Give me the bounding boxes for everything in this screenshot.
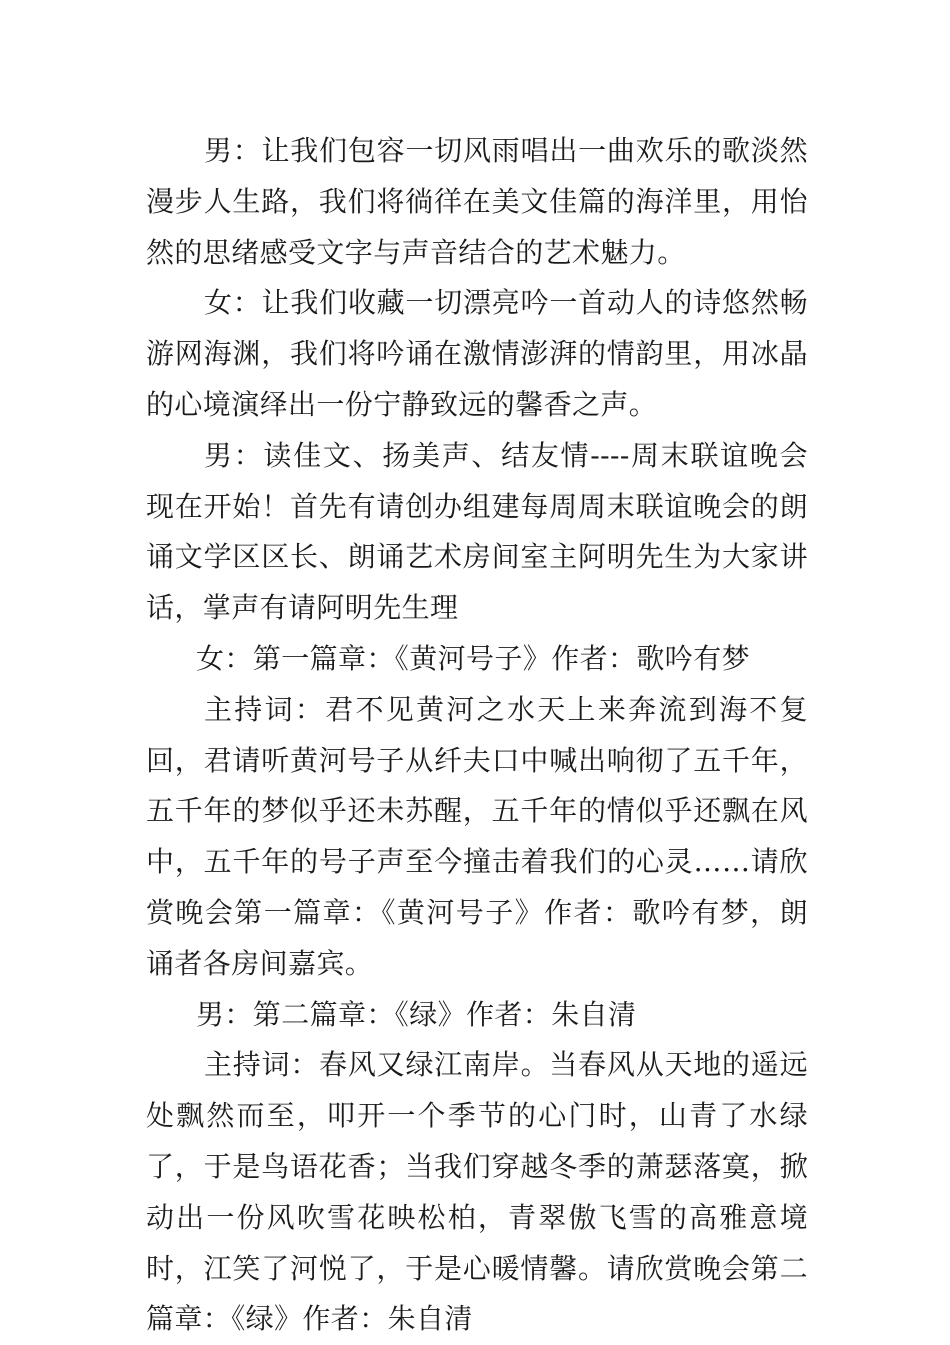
paragraph-female-opening: 女：让我们收藏一切漂亮吟一首动人的诗悠然畅游网海渊，我们将吟诵在激情澎湃的情韵里，用冰晶的心境演绎出一份宁静致远的馨香之声。: [146, 286, 808, 421]
paragraph-chapter-one-title: 女：第一篇章：《黄河号子》作者：歌吟有梦: [196, 641, 751, 675]
document-body: [146, 126, 808, 1345]
paragraph-male-announcement: 男：读佳文、扬美声、结友情----周末联谊晚会现在开始！首先有请创办组建每周周末联谊晚会的朗诵文学区区长、朗诵艺术房间室主阿明先生为大家讲话，掌声有请阿明先生理: [146, 438, 808, 625]
paragraph-chapter-two-title: 男：第二篇章：《绿》作者：朱自清: [196, 997, 637, 1031]
paragraph-chapter-one-host-words: 主持词：君不见黄河之水天上来奔流到海不复回，君请听黄河号子从纤夫口中喊出响彻了五千年，五千年的梦似乎还未苏醒，五千年的情似乎还飘在风中，五千年的号子声至今撞击着我们的心灵……请欣赏晚会第一篇章：《黄河号子》作者：歌吟有梦，朗诵者各房间嘉宾。: [146, 692, 808, 980]
paragraph-chapter-two-host-words: 主持词：春风又绿江南岸。当春风从天地的遥远处飘然而至，叩开一个季节的心门时，山青了水绿了，于是鸟语花香；当我们穿越冬季的萧瑟落寞，掀动出一份风吹雪花映松柏，青翠傲飞雪的高雅意境时，江笑了河悦了，于是心暖情馨。请欣赏晚会第二篇章：《绿》作者：朱自清: [146, 1048, 808, 1336]
paragraph-male-opening: 男：让我们包容一切风雨唱出一曲欢乐的歌淡然漫步人生路，我们将徜徉在美文佳篇的海洋里，用怡然的思绪感受文字与声音结合的艺术魅力。: [146, 134, 808, 269]
